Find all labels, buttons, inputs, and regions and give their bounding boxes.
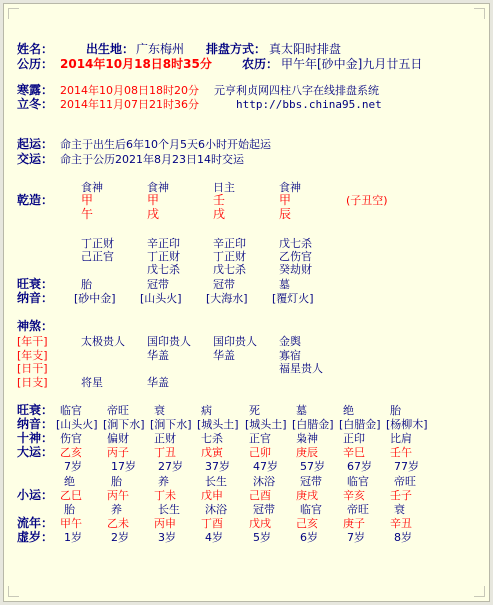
xiaoyun-pillar: 戊申	[201, 489, 223, 502]
dayun-shishen: 枭神	[296, 432, 318, 445]
hidden-stem: 戊七杀	[279, 237, 312, 250]
dayun-nayin: [城头土]	[245, 418, 287, 431]
pillar-shishen: 食神	[81, 181, 103, 194]
pillar-nayin: [山头火]	[140, 292, 182, 305]
hidden-stem: 辛正印	[213, 237, 246, 250]
site-title: 元亨利贞网四柱八字在线排盘系统	[214, 84, 379, 97]
solar-date: 2014年10月18日8时35分	[60, 57, 212, 71]
liunian-pillar: 戊戌	[249, 517, 271, 530]
dayun-age: 47岁	[253, 460, 278, 473]
dayun-wangshuai: 病	[201, 404, 212, 417]
corner-ornament	[474, 586, 485, 597]
pillar-branch: 戌	[147, 207, 160, 221]
liunian-pillar: 甲午	[60, 517, 82, 530]
dayun-nayin: [山头火]	[56, 418, 98, 431]
dayun-shishen: 正官	[249, 432, 271, 445]
hidden-stem: 丁正财	[147, 250, 180, 263]
pillar-wangshuai: 冠带	[213, 278, 235, 291]
dayun-nayin: [城头土]	[197, 418, 239, 431]
xiaoyun-stage: 帝旺	[347, 503, 369, 516]
dayun-stage: 胎	[111, 475, 122, 488]
liunian-pillar-label: 流年：	[17, 516, 54, 530]
dayun-wangshuai: 临官	[60, 404, 82, 417]
xusui-age: 3岁	[158, 531, 176, 544]
xusui-age: 4岁	[205, 531, 223, 544]
liunian-pillar: 丁酉	[201, 517, 223, 530]
corner-ornament	[8, 586, 19, 597]
corner-ornament	[8, 8, 19, 19]
lunar-label: 农历：	[242, 57, 279, 71]
lidong-date: 2014年11月07日21时36分	[60, 98, 199, 111]
site-url[interactable]: http://bbs.china95.net	[236, 98, 382, 111]
dayun-pillar: 辛巳	[343, 446, 365, 459]
dayun-age: 77岁	[394, 460, 419, 473]
dayun-pillar-label: 大运：	[17, 445, 54, 459]
dayun-wangshuai-label: 旺衰：	[17, 403, 54, 417]
dayun-shishen: 正财	[154, 432, 176, 445]
xusui-age: 2岁	[111, 531, 129, 544]
kongwang: (子丑空)	[346, 194, 388, 207]
shensha-item: 华盖	[147, 349, 169, 362]
dayun-stage: 绝	[64, 475, 75, 488]
liunian-pillar: 己亥	[296, 517, 318, 530]
dayun-age: 57岁	[300, 460, 325, 473]
dayun-age: 27岁	[158, 460, 183, 473]
xiaoyun-pillar: 丙午	[107, 489, 129, 502]
qiyun-text: 命主于出生后6年10个月5天6小时开始起运	[60, 138, 271, 151]
shensha-item: 华盖	[147, 376, 169, 389]
dayun-wangshuai: 帝旺	[107, 404, 129, 417]
wangshuai-label: 旺衰：	[17, 277, 54, 291]
dayun-nayin: [白腊金]	[292, 418, 334, 431]
shensha-row-label: [日支]	[17, 376, 48, 389]
hanlu-date: 2014年10月08日18时20分	[60, 84, 199, 97]
dayun-pillar: 丁丑	[154, 446, 176, 459]
xiaoyun-stage: 长生	[158, 503, 180, 516]
dayun-pillar: 己卯	[249, 446, 271, 459]
xiaoyun-pillar: 己酉	[249, 489, 271, 502]
qianzao-label: 乾造：	[17, 193, 54, 207]
shensha-item: 华盖	[213, 349, 235, 362]
xiaoyun-pillar-label: 小运：	[17, 488, 54, 502]
method-label: 排盘方式：	[206, 42, 267, 56]
pillar-stem: 甲	[81, 193, 94, 207]
dayun-pillar: 戊寅	[201, 446, 223, 459]
dayun-age: 7岁	[64, 460, 82, 473]
shensha-row-label: [年干]	[17, 335, 48, 348]
pillar-shishen: 食神	[279, 181, 301, 194]
xusui-age: 8岁	[394, 531, 412, 544]
pillar-nayin: [大海水]	[206, 292, 248, 305]
dayun-stage: 冠带	[300, 475, 322, 488]
dayun-age: 67岁	[347, 460, 372, 473]
hidden-stem: 丁正财	[81, 237, 114, 250]
pillar-branch: 午	[81, 207, 94, 221]
dayun-nayin-label: 纳音：	[17, 417, 54, 431]
nayin-label: 纳音：	[17, 291, 54, 305]
shensha-row-label: [年支]	[17, 349, 48, 362]
pillar-branch: 辰	[279, 207, 292, 221]
shensha-item: 福星贵人	[279, 362, 323, 375]
hidden-stem: 戊七杀	[213, 263, 246, 276]
xiaoyun-stage: 冠带	[253, 503, 275, 516]
dayun-shishen: 伤官	[60, 432, 82, 445]
lunar-date: 甲午年[砂中金]九月廿五日	[281, 57, 423, 71]
dayun-pillar: 壬午	[390, 446, 412, 459]
xiaoyun-stage: 胎	[64, 503, 75, 516]
xiaoyun-pillar: 辛亥	[343, 489, 365, 502]
hidden-stem: 辛正印	[147, 237, 180, 250]
dayun-age: 17岁	[111, 460, 136, 473]
qiyun-label: 起运：	[17, 137, 54, 151]
shensha-title: 神煞：	[17, 319, 54, 333]
pillar-stem: 壬	[213, 193, 226, 207]
hidden-stem: 戊七杀	[147, 263, 180, 276]
shensha-item: 金舆	[279, 335, 301, 348]
dayun-wangshuai: 死	[249, 404, 260, 417]
xusui-age: 6岁	[300, 531, 318, 544]
dayun-wangshuai: 绝	[343, 404, 354, 417]
hidden-stem: 己正官	[81, 250, 114, 263]
birthplace-label: 出生地：	[86, 42, 135, 56]
birthplace-value: 广东梅州	[136, 42, 185, 56]
pillar-wangshuai: 胎	[81, 278, 92, 291]
liunian-pillar: 辛丑	[390, 517, 412, 530]
pillar-shishen: 食神	[147, 181, 169, 194]
liunian-pillar: 庚子	[343, 517, 365, 530]
pillar-nayin: [覆灯火]	[272, 292, 314, 305]
xiaoyun-pillar: 壬子	[390, 489, 412, 502]
dayun-shishen-label: 十神：	[17, 431, 54, 445]
lidong-label: 立冬：	[17, 97, 54, 111]
dayun-stage: 帝旺	[394, 475, 416, 488]
dayun-shishen: 七杀	[201, 432, 223, 445]
dayun-stage: 长生	[205, 475, 227, 488]
dayun-wangshuai: 墓	[296, 404, 307, 417]
name-label: 姓名：	[17, 42, 54, 56]
xiaoyun-stage: 养	[111, 503, 122, 516]
pillar-stem: 甲	[279, 193, 292, 207]
dayun-nayin: [涧下水]	[150, 418, 192, 431]
shensha-item: 国印贵人	[213, 335, 257, 348]
pillar-shishen: 日主	[213, 181, 235, 194]
dayun-nayin: [白腊金]	[339, 418, 381, 431]
dayun-age: 37岁	[205, 460, 230, 473]
shensha-item: 寡宿	[279, 349, 301, 362]
dayun-wangshuai: 衰	[154, 404, 165, 417]
shensha-row-label: [日干]	[17, 362, 48, 375]
liunian-pillar: 丙申	[154, 517, 176, 530]
jiaoyun-label: 交运：	[17, 152, 54, 166]
hidden-stem: 癸劫财	[279, 263, 312, 276]
dayun-nayin: [涧下水]	[103, 418, 145, 431]
xiaoyun-pillar: 庚戌	[296, 489, 318, 502]
jiaoyun-text: 命主于公历2021年8月23日14时交运	[60, 153, 244, 166]
hidden-stem: 丁正财	[213, 250, 246, 263]
xiaoyun-stage: 沐浴	[205, 503, 227, 516]
dayun-wangshuai: 胎	[390, 404, 401, 417]
dayun-shishen: 比肩	[390, 432, 412, 445]
xusui-age: 7岁	[347, 531, 365, 544]
dayun-pillar: 丙子	[107, 446, 129, 459]
dayun-stage: 临官	[347, 475, 369, 488]
pillar-stem: 甲	[147, 193, 160, 207]
shensha-item: 太极贵人	[81, 335, 125, 348]
xusui-age: 5岁	[253, 531, 271, 544]
xusui-age-label: 虚岁：	[17, 530, 54, 544]
liunian-pillar: 乙未	[107, 517, 129, 530]
dayun-shishen: 偏财	[107, 432, 129, 445]
dayun-nayin: [杨柳木]	[386, 418, 428, 431]
hidden-stem: 乙伤官	[279, 250, 312, 263]
dayun-shishen: 正印	[343, 432, 365, 445]
method-value: 真太阳时排盘	[269, 42, 342, 56]
xiaoyun-stage: 临官	[300, 503, 322, 516]
shensha-item: 将星	[81, 376, 103, 389]
xusui-age: 1岁	[64, 531, 82, 544]
xiaoyun-stage: 衰	[394, 503, 405, 516]
corner-ornament	[474, 8, 485, 19]
pillar-nayin: [砂中金]	[74, 292, 116, 305]
hanlu-label: 寒露：	[17, 83, 54, 97]
dayun-stage: 沐浴	[253, 475, 275, 488]
xiaoyun-pillar: 丁未	[154, 489, 176, 502]
dayun-pillar: 庚辰	[296, 446, 318, 459]
dayun-stage: 养	[158, 475, 169, 488]
pillar-branch: 戌	[213, 207, 226, 221]
shensha-item: 国印贵人	[147, 335, 191, 348]
pillar-wangshuai: 冠带	[147, 278, 169, 291]
solar-label: 公历：	[17, 57, 54, 71]
pillar-wangshuai: 墓	[279, 278, 290, 291]
xiaoyun-pillar: 乙巳	[60, 489, 82, 502]
dayun-pillar: 乙亥	[60, 446, 82, 459]
